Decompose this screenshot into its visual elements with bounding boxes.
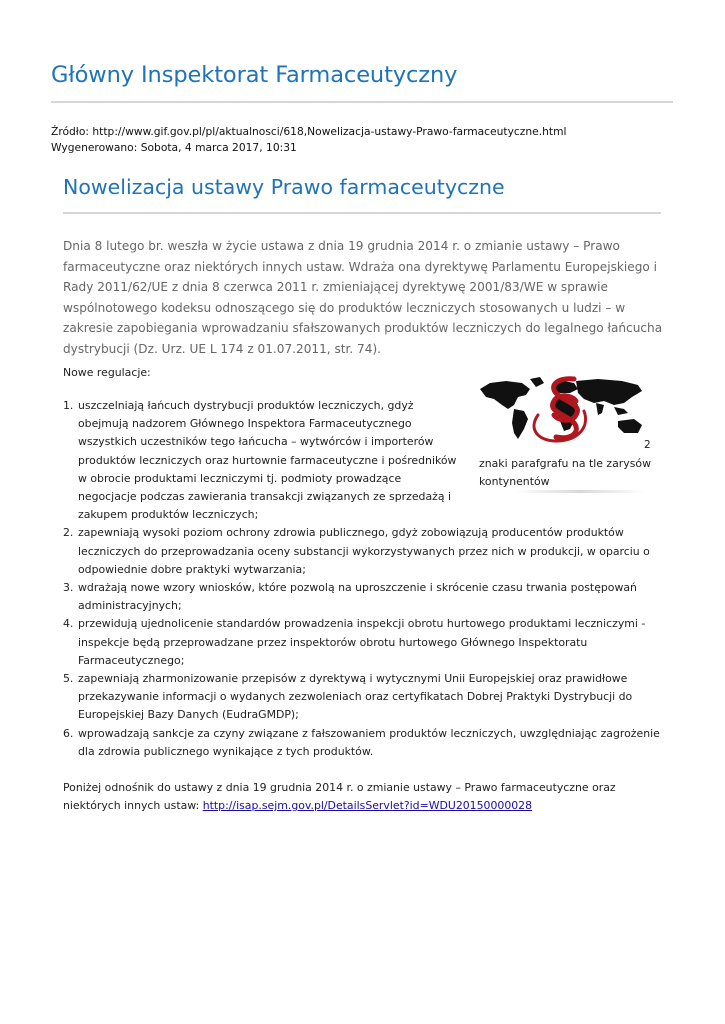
list-item-text: zapewniają zharmonizowanie przepisów z dyrektywą i wytycznymi Unii Europejskiej oraz prawidłowe przekazywanie informacji o wydanych zezwoleniach oraz certyfikatach Dobrej Praktyki Dystrybucji do Europejskiej Bazy Danych (EudraGMDP); [78, 672, 633, 722]
figure-caption: znaki parafgrafu na tle zarysów kontynentów [479, 457, 651, 488]
list-item-number: 1. [63, 399, 74, 412]
list-item [63, 670, 668, 725]
list-item [63, 397, 668, 524]
list-item-text: wdrażają nowe wzory wniosków, które pozwolą na uproszczenie i skrócenie czasu trwania postępowań administracyjnych; [78, 581, 637, 613]
list-item-text: przewidują ujednolicenie standardów prowadzenia inspekcji obrotu hurtowego produktami leczniczymi - inspekcje będą przeprowadzane przez inspektorów obrotu hurtowego Głównego Inspektoratu Farmaceutycznego; [78, 617, 646, 667]
regulations-intro: Nowe regulacje: [63, 366, 151, 379]
list-item [63, 615, 668, 670]
source-url: Źródło: http://www.gif.gov.pl/pl/aktualnosci/618,Nowelizacja-ustawy-Prawo-farmaceutyczne.html [51, 125, 567, 138]
list-item-number: 3. [63, 581, 74, 595]
regulations-list [63, 397, 668, 761]
law-reference-text: Poniżej odnośnik do ustawy z dnia 19 grudnia 2014 r. o zmianie ustawy – Prawo farmaceutyczne oraz niektórych innych ustaw: [63, 781, 616, 813]
list-item-text: wprowadzają sankcje za czyny związane z fałszowaniem produktów leczniczych, uwzględniając zagrożenie dla zdrowia publicznego wynikające z tych produktów. [78, 726, 660, 758]
list-item-number: 5. [63, 672, 74, 686]
list-item-text: zapewniają wysoki poziom ochrony zdrowia publicznego, gdyż zobowiązują producentów produktów leczniczych do przeprowadzania oceny substancji wykorzystywanych przez nich w produkcji, w oparciu o odpowiednie dobre praktyki wytwarzania; [78, 526, 650, 576]
generated-date: Wygenerowano: Sobota, 4 marca 2017, 10:31 [51, 141, 297, 154]
article-title: Nowelizacja ustawy Prawo farmaceutyczne [63, 175, 505, 199]
list-item-number: 4. [63, 617, 74, 631]
article-divider [63, 212, 661, 214]
list-item [63, 524, 668, 579]
article-lead: Dnia 8 lutego br. weszła w życie ustawa z dnia 19 grudnia 2014 r. o zmianie ustawy – Prawo farmaceutyczne oraz niektórych innych ustaw. Wdraża ona dyrektywę Parlamentu Europejskiego i Rady 2011/62/UE z dnia 8 czerwca 2011 r. zmieniającej dyrektywę 2001/83/WE w sprawie wspólnotowego kodeksu odnoszącego się do produktów leczniczych stosowanych u ludzi – w zakresie zapobiegania wprowadzaniu sfałszowanych produktów leczniczych do legalnego łańcucha dystrybucji (Dz. Urz. UE L 174 z 01.07.2011, str. 74). [63, 239, 663, 356]
figure-number: 2 [644, 439, 651, 451]
list-item-number: 2. [63, 526, 74, 540]
header-divider [51, 101, 673, 103]
site-title: Główny Inspektorat Farmaceutyczny [51, 62, 458, 88]
page-meta [51, 124, 567, 156]
list-item-text: uszczelniają łańcuch dystrybucji produktów leczniczych, gdyż obejmują nadzorem Głównego Inspektora Farmaceutycznego wszystkich uczestników tego łańcucha – wytwórców i importerów produktów leczniczych oraz hurtownie farmaceutyczne i pośredników w obrocie produktami leczniczymi tj. podmioty prowadzące negocjacje podczas zawierania transakcji związanych ze sprzedażą i zakupem produktów leczniczych; [78, 399, 457, 522]
list-item-number: 6. [63, 726, 74, 740]
law-reference [63, 779, 668, 815]
list-item [63, 579, 668, 615]
law-link[interactable]: http://isap.sejm.gov.pl/DetailsServlet?id=WDU20150000028 [202, 799, 533, 813]
list-item [63, 725, 668, 761]
